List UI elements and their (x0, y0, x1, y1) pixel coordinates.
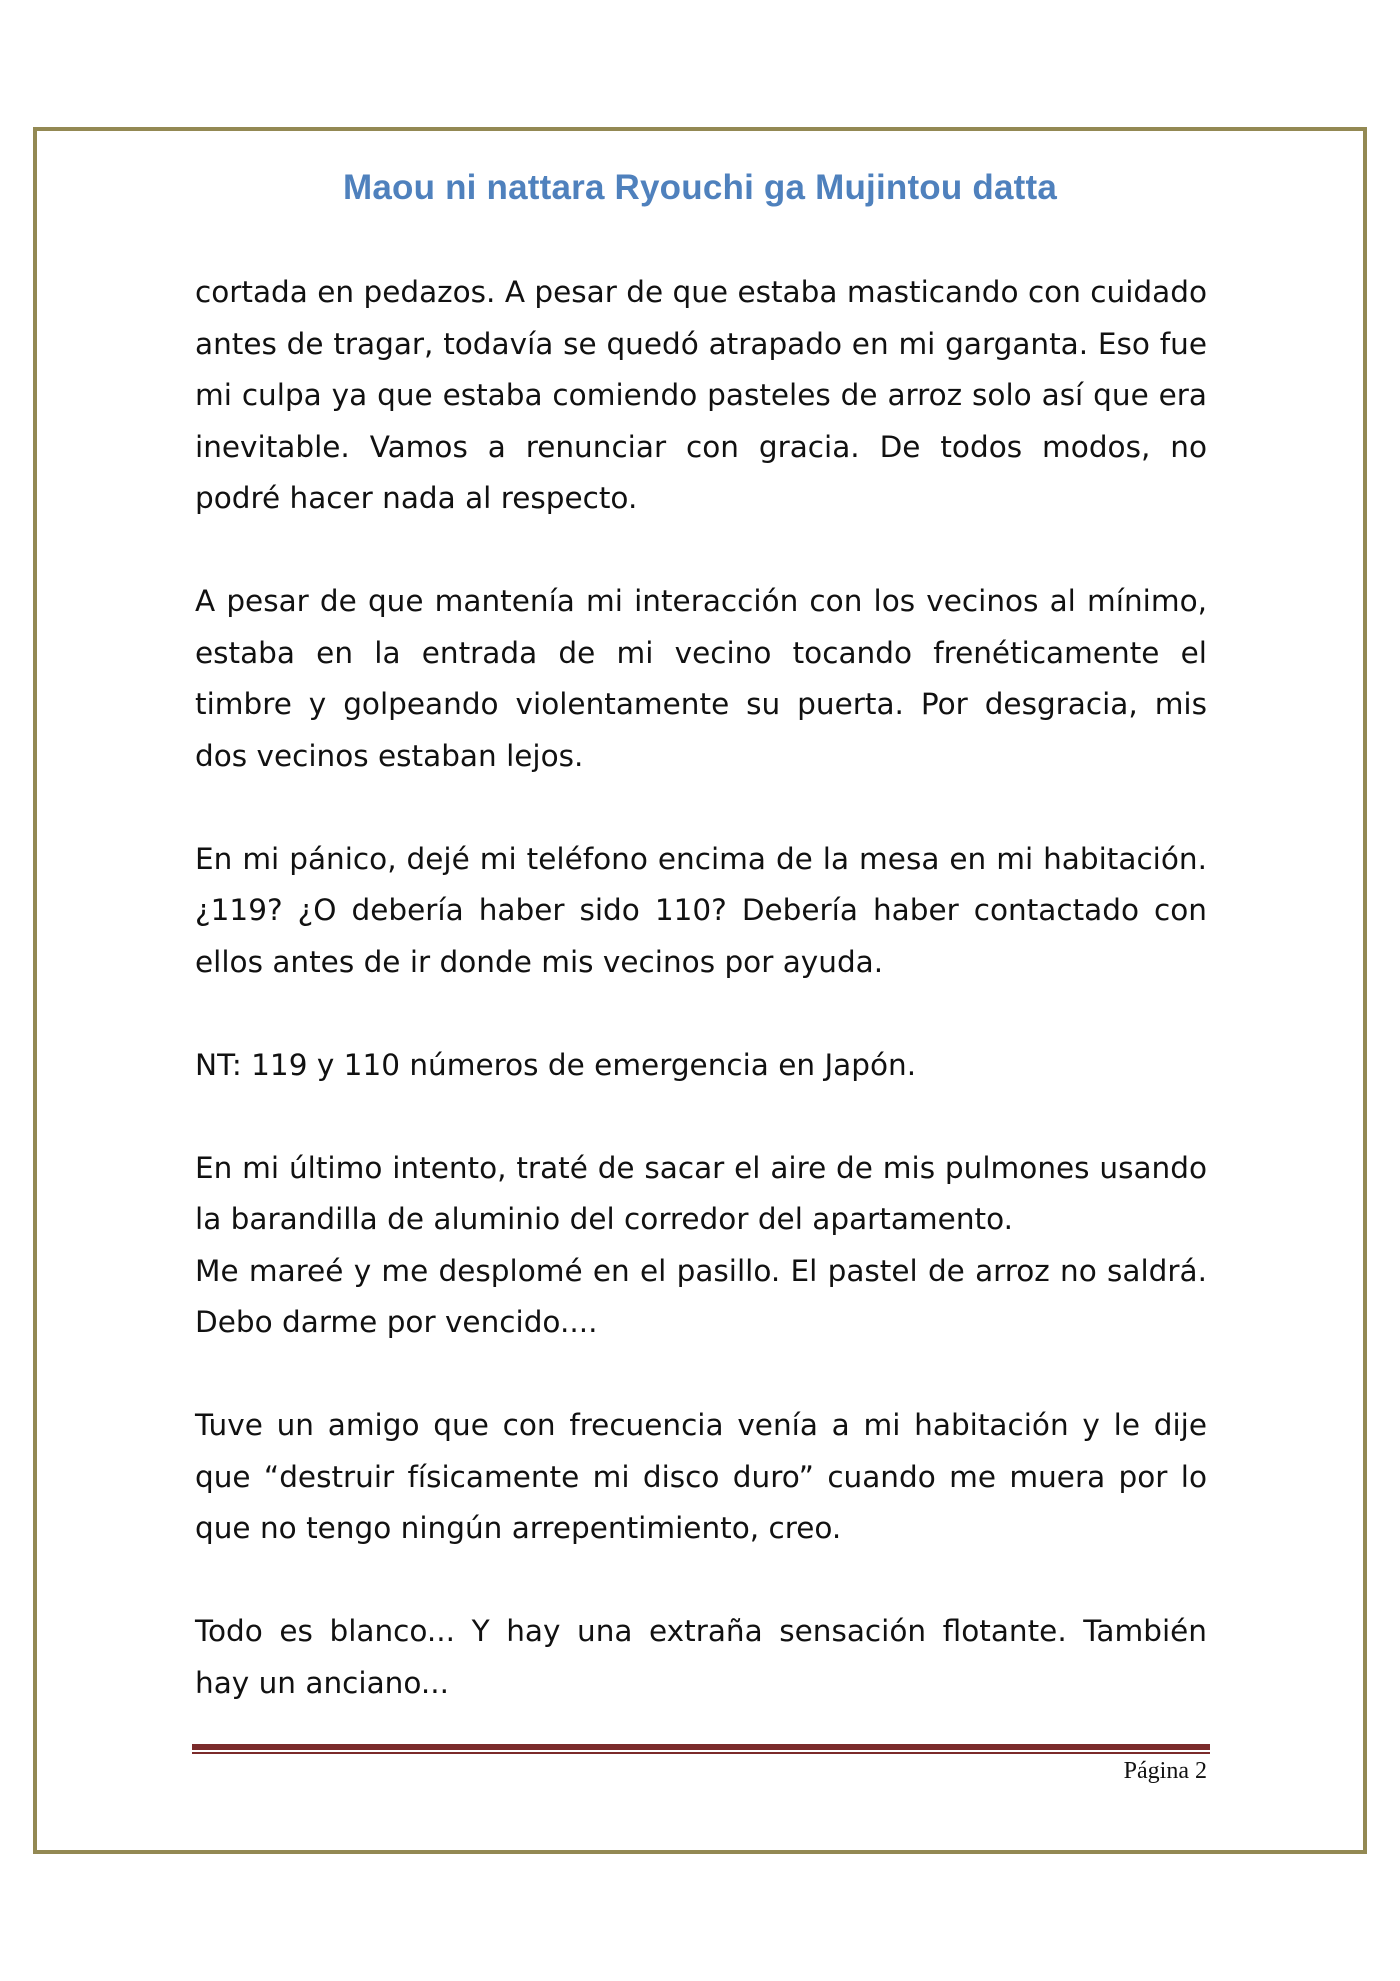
text-line: la barandilla de aluminio del corredor del apartamento. (195, 1202, 1013, 1236)
text-line: Tuve un amigo que con frecuencia venía a mi habitación y le dije (195, 1408, 1207, 1442)
text-line: Me mareé y me desplomé en el pasillo. El pastel de arroz no saldrá. (195, 1253, 1207, 1288)
page-number: Página 2 (1123, 1758, 1207, 1784)
footer-rule-thick (192, 1744, 1210, 1750)
paragraph (195, 834, 1207, 989)
footer-rule (192, 1744, 1210, 1754)
footer-rule-thin (192, 1752, 1210, 1754)
text-line: que “destruir físicamente mi disco duro” cuando me muera por lo (195, 1459, 1207, 1494)
body-text (195, 267, 1207, 1761)
text-line: que no tengo ningún arrepentimiento, creo. (195, 1511, 842, 1545)
text-line: ¿119? ¿O debería haber sido 110? Debería haber contactado con (195, 893, 1207, 927)
paragraph (195, 1143, 1207, 1349)
page-title: Maou ni nattara Ryouchi ga Mujintou datta (342, 168, 1058, 207)
text-line: A pesar de que mantenía mi interacción con los vecinos al mínimo, (195, 584, 1207, 618)
text-line: mi culpa ya que estaba comiendo pasteles de arroz solo así que era (195, 378, 1207, 412)
text-line: hay un anciano... (195, 1665, 450, 1700)
text-line: NT: 119 y 110 números de emergencia en Japón. (195, 1047, 917, 1082)
text-line: podré hacer nada al respecto. (195, 481, 638, 515)
text-line: antes de tragar, todavía se quedó atrapado en mi garganta. Eso fue (195, 326, 1207, 361)
paragraph (195, 1040, 1207, 1092)
text-line: ellos antes de ir donde mis vecinos por ayuda. (195, 944, 884, 979)
paragraph (195, 267, 1207, 525)
text-line: dos vecinos estaban lejos. (195, 738, 584, 773)
text-line: cortada en pedazos. A pesar de que estaba masticando con cuidado (195, 275, 1207, 309)
text-line: En mi pánico, dejé mi teléfono encima de la mesa en mi habitación. (195, 841, 1207, 876)
paragraph (195, 1606, 1207, 1709)
text-line: En mi último intento, traté de sacar el aire de mis pulmones usando (195, 1150, 1207, 1185)
text-line: Todo es blanco... Y hay una extraña sensación flotante. También (195, 1614, 1207, 1648)
paragraph (195, 1400, 1207, 1555)
paragraph (195, 576, 1207, 782)
text-line: timbre y golpeando violentamente su puerta. Por desgracia, mis (195, 687, 1207, 721)
text-line: inevitable. Vamos a renunciar con gracia. De todos modos, no (195, 429, 1207, 464)
text-line: estaba en la entrada de mi vecino tocando frenéticamente el (195, 635, 1207, 670)
text-line: Debo darme por vencido.... (195, 1305, 598, 1339)
